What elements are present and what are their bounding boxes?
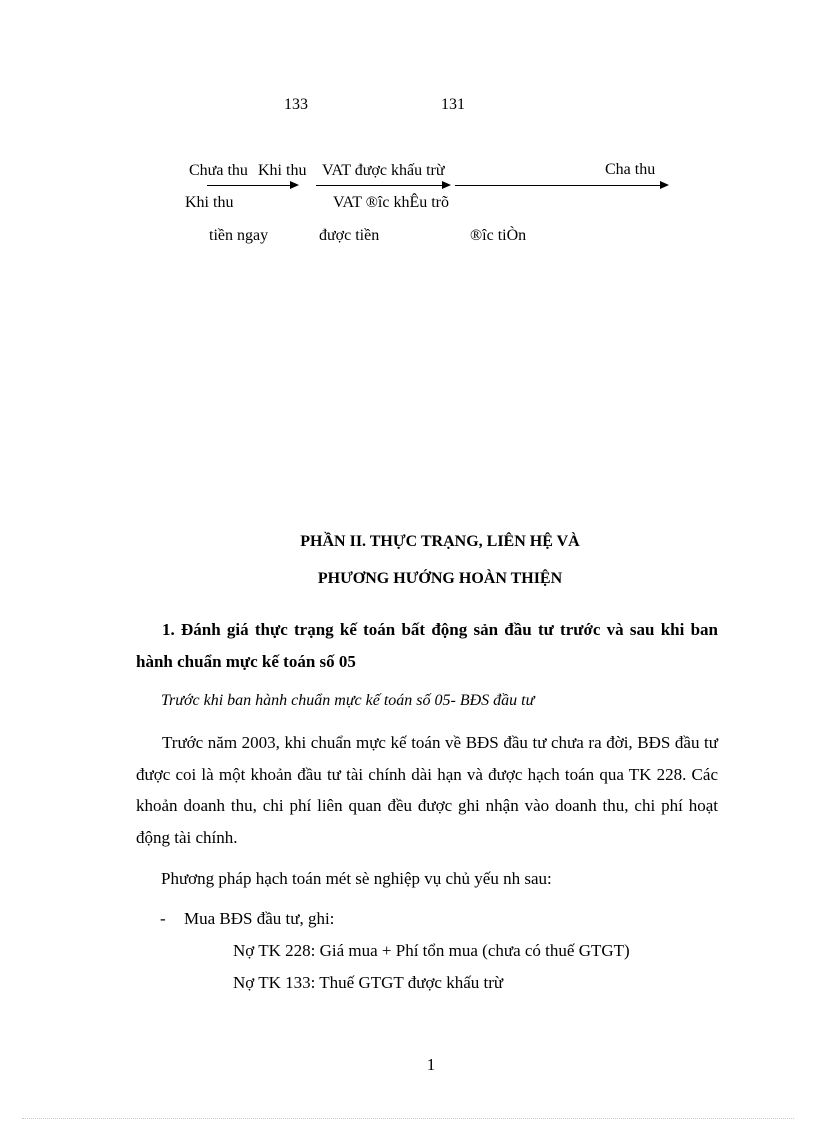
subheading: Trước khi ban hành chuẩn mực kế toán số 05- BĐS đầu tư	[161, 692, 535, 709]
diagram-label-chua-thu: Chưa thu	[189, 162, 248, 179]
diagram-label-cha-thu: Cha thu	[605, 161, 656, 178]
arrow-1-head	[290, 181, 299, 189]
bullet-text: Mua BĐS đầu tư, ghi:	[184, 909, 335, 928]
account-131-label: 131	[441, 96, 465, 113]
diagram-label-duoc-tien: được tiền	[319, 227, 380, 244]
diagram-label-tien-ngay: tiền ngay	[209, 227, 269, 244]
arrow-1-line	[207, 185, 292, 186]
account-133-label: 133	[284, 96, 308, 113]
section-title-line-1: PHẦN II. THỰC TRẠNG, LIÊN HỆ VÀ	[300, 533, 580, 550]
body-paragraph: Trước năm 2003, khi chuẩn mực kế toán về BĐS đầu tư chưa ra đời, BĐS đầu tư được coi là một khoản đầu tư tài chính dài hạn và được hạch toán qua TK 228. Các khoản doanh thu, chi phí liên quan đều được ghi nhận vào doanh thu, chi phí hoạt động tài chính.	[136, 733, 718, 847]
section-title-line-2: PHƯƠNG HƯỚNG HOÀN THIỆN	[317, 570, 563, 587]
entry-debit-133: Nợ TK 133: Thuế GTGT được khấu trừ	[233, 973, 504, 992]
arrow-3-line	[455, 185, 662, 186]
diagram-label-khi-thu-top: Khi thu	[258, 162, 307, 179]
diagram-label-vat-deductible: VAT được khấu trừ	[322, 162, 445, 179]
page-number: 1	[426, 1055, 436, 1074]
diagram-label-khi-thu: Khi thu	[185, 194, 234, 211]
page-bottom-border	[22, 1118, 794, 1119]
diagram-label-duoc-tien-encoded: ®îc tiÒn	[470, 227, 527, 244]
arrow-2-head	[442, 181, 451, 189]
diagram-label-vat-encoded: VAT ®îc khÊu trõ	[333, 194, 450, 211]
section-heading: 1. Đánh giá thực trạng kế toán bất động sản đầu tư trước và sau khi ban hành chuẩn mực kế toán số 05	[136, 620, 718, 671]
arrow-2-line	[316, 185, 444, 186]
arrow-3-head	[660, 181, 669, 189]
method-intro: Phương pháp hạch toán mét sè nghiệp vụ chủ yếu nh sau:	[161, 869, 552, 888]
entry-debit-228: Nợ TK 228: Giá mua + Phí tổn mua (chưa có thuế GTGT)	[233, 941, 630, 960]
bullet-dash: -	[160, 909, 166, 928]
